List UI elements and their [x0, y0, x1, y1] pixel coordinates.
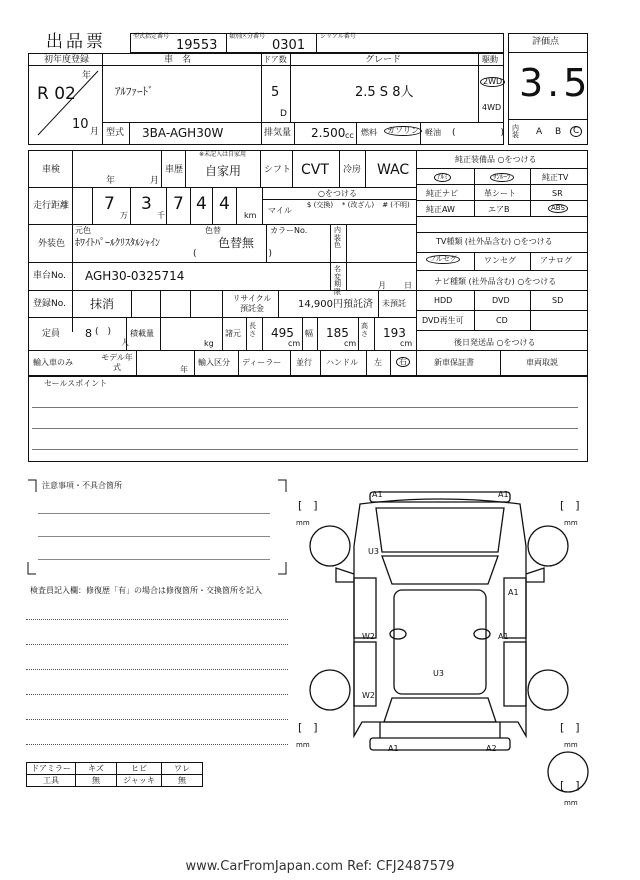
later-label: 後日発送品 ○をつける [454, 338, 536, 347]
tire-fl-bracket: [ ] [298, 499, 318, 512]
year-unit: 年 [82, 71, 92, 81]
doors-value: 5 [271, 85, 280, 100]
equip-nav: 純正ナビ [426, 189, 458, 198]
height-label: 高さ [361, 322, 368, 338]
tools-table [26, 762, 203, 787]
type-no-label: 型式指定番号 [133, 33, 170, 40]
mileage-circle-note: ○をつける [318, 189, 357, 198]
caution-label: 注意事項・不具合箇所 [42, 481, 122, 490]
interior-grade-a: A [536, 127, 543, 137]
opt-unknown: # (不明) [382, 201, 410, 209]
parallel-option: 並行 [296, 358, 312, 367]
diesel-bracket: ( ) [452, 128, 505, 138]
tire-rr-bracket: [ ] [560, 721, 580, 734]
shaken-month: 月 [150, 176, 160, 186]
spare-bracket: [ ] [560, 779, 580, 792]
drive-label: 駆動 [482, 55, 498, 64]
tv-analog: アナログ [540, 256, 572, 265]
tire-fr-mm: mm [564, 519, 578, 527]
mark-roof: U3 [433, 669, 444, 678]
recycle-value: 14,900円預託済 [298, 299, 373, 310]
interior-grade-c: C [570, 126, 582, 137]
mileage-digit-3: 7 [173, 194, 184, 214]
drive-alt: 4WD [482, 103, 502, 112]
month-unit: 月 [90, 127, 100, 137]
dealer-option: ディーラー [242, 358, 282, 367]
opt-mile: マイル [268, 206, 292, 215]
mark-rear-right: A2 [486, 744, 497, 753]
model-year-label: モデル年式 [101, 353, 133, 372]
equip-sunroof: ｻﾝﾙｰﾌ [490, 173, 514, 182]
tire-rl-mm: mm [296, 741, 310, 749]
ac-value: WAC [377, 162, 410, 178]
doors-label: ドア数 [263, 55, 287, 64]
tools-header-scratch: キズ [76, 763, 117, 775]
mileage-digit-2: 3 [141, 194, 152, 214]
opt-tamper: * (改ざん) [341, 201, 375, 209]
type-no: 19553 [176, 38, 218, 53]
person-unit: 人 [121, 338, 129, 347]
car-name: ｱﾙﾌｧｰﾄﾞ [115, 85, 154, 98]
man-unit: 万 [120, 211, 128, 220]
equip-sr: SR [552, 189, 563, 198]
mark-rear-bumper: A1 [388, 744, 399, 753]
first-reg-era: R 02 [37, 84, 76, 104]
model-value: 3BA-AGH30W [142, 126, 224, 140]
usage-note: ※未記入は自家用 [199, 151, 247, 158]
tools-header-mirror: ドアミラー [27, 763, 76, 775]
displacement-value: 2.500 [311, 126, 346, 140]
chassis-value: AGH30-0325714 [85, 269, 185, 283]
tools-header-crack: ヒビ [117, 763, 162, 775]
size-label: 諸元 [225, 329, 241, 338]
inspector-label: 検査員記入欄：修復歴「有」の場合は修復箇所・交換箇所を記入 [30, 586, 262, 595]
capacity-label: 定員 [42, 329, 61, 339]
name-label: 車 名 [164, 55, 192, 65]
nav-dvd-play: DVD再生可 [422, 316, 464, 325]
recycle-label: リサイクル預託金 [232, 294, 272, 313]
mark-right-front-door: A1 [508, 588, 519, 597]
capacity-value: 8 [85, 327, 92, 340]
model-label: 型式 [106, 128, 125, 138]
length-cm: cm [288, 339, 301, 348]
shift-label: シフト [264, 165, 292, 175]
nav-label: ナビ種類 (社外品含む) ○をつける [434, 277, 557, 286]
equip-alloy: ｱﾙﾐ [434, 173, 451, 182]
door-type: D [280, 109, 287, 119]
repaint-label: 色替 [205, 226, 221, 235]
caution-bracket [26, 478, 288, 578]
fuel-label: 燃料 [361, 128, 377, 137]
color-no-label: カラーNo. [270, 226, 308, 235]
shaken-label: 車検 [42, 165, 61, 175]
model-year-unit: 年 [180, 365, 188, 374]
car-damage-diagram [290, 486, 590, 816]
name-change-month: 月 [378, 281, 386, 290]
serial-label: シリアル番号 [320, 33, 356, 40]
load-label: 積載量 [130, 329, 154, 338]
import-type-label: 輸入区分 [198, 358, 230, 367]
equip-abs: ABS [548, 204, 568, 213]
repaint-bracket: ( ) [193, 249, 273, 259]
nav-cd: CD [496, 316, 508, 325]
sheet-title: 出品票 [46, 32, 106, 52]
equip-aw: 純正AW [426, 205, 455, 214]
handle-label: ハンドル [326, 358, 358, 367]
height-value: 193 [383, 326, 406, 340]
class-no-label: 類別区分番号 [229, 33, 266, 40]
mark-left-rear: W2 [362, 691, 375, 700]
recycle-no: 未預託 [382, 299, 406, 308]
tools-header-break: ワレ [162, 763, 203, 775]
chassis-label: 車台No. [33, 271, 66, 281]
equip-airbag: エアB [488, 205, 510, 214]
class-no: 0301 [272, 38, 306, 53]
tools-jack-label: ジャッキ [117, 775, 162, 787]
mark-front-right: A1 [498, 490, 509, 499]
mileage-label: 走行距離 [33, 201, 70, 211]
orig-color-label: 元色 [75, 226, 91, 235]
factory-equip-label: 純正装備品 ○をつける [455, 155, 537, 164]
height-cm: cm [400, 339, 413, 348]
nav-hdd: HDD [434, 296, 453, 305]
handle-left: 左 [374, 358, 382, 367]
mark-front-bumper: A1 [372, 490, 383, 499]
reg-value: 抹消 [90, 297, 115, 311]
usage-value: 自家用 [205, 164, 242, 178]
width-label: 幅 [305, 329, 313, 338]
displacement-label: 排気量 [264, 128, 292, 138]
later-warranty: 新車保証書 [434, 358, 474, 367]
later-manual: 車両取説 [526, 358, 558, 367]
name-change-day: 日 [404, 281, 412, 290]
color-value: ﾎﾜｲﾄﾊﾟｰﾙｸﾘｽﾀﾙｼｬｲﾝ [75, 238, 160, 249]
tv-oneseg: ワンセグ [484, 256, 516, 265]
interior-grade-b: B [555, 127, 562, 137]
opt-exchange: $ (交換) [306, 201, 334, 209]
length-value: 495 [271, 326, 294, 340]
length-label: 長さ [249, 322, 256, 338]
interior-color-label: 内装色 [334, 226, 341, 250]
first-reg-month: 10 [72, 117, 89, 132]
capacity-bracket: ( ) [95, 327, 112, 337]
usage-label: 車歴 [165, 165, 184, 175]
drive-value: 2WD [480, 77, 505, 87]
nav-sd: SD [552, 296, 564, 305]
tire-rr-mm: mm [564, 741, 578, 749]
ac-label: 冷房 [343, 165, 362, 175]
mileage-digit-1: 7 [104, 194, 115, 214]
nav-dvd: DVD [492, 296, 510, 305]
score-value: 3.5 [519, 61, 592, 105]
tv-label: TV種類 (社外品含む) ○をつける [436, 237, 553, 246]
km-unit: km [244, 211, 257, 220]
diesel-label: 軽油 [425, 128, 441, 137]
tv-fullseg: フルセグ [426, 255, 460, 264]
repaint-value: 色替無 [218, 236, 255, 250]
handle-right: 右 [396, 357, 410, 367]
mark-right-rear-door: A1 [498, 632, 509, 641]
tire-rl-bracket: [ ] [298, 721, 318, 734]
color-label: 外装色 [38, 239, 66, 249]
cc-unit: cc [345, 131, 354, 140]
interior-label: 内装 [512, 124, 519, 139]
shaken-year: 年 [106, 176, 116, 186]
fuel-value: ガソリン [384, 126, 422, 136]
name-change-label: 名変期限 [334, 265, 341, 297]
equip-leather: 革シート [484, 189, 516, 198]
watermark: www.CarFromJapan.com Ref: CFJ2487579 [185, 859, 455, 874]
mark-left-door: W2 [362, 632, 375, 641]
spare-mm: mm [564, 799, 578, 807]
first-reg-label: 初年度登録 [44, 55, 90, 65]
score-label: 評価点 [532, 37, 560, 47]
tire-fl-mm: mm [296, 519, 310, 527]
sales-point-label: セールスポイント [44, 379, 108, 388]
import-label: 輸入車のみ [33, 358, 73, 367]
tools-tool-label: 工具 [27, 775, 76, 787]
width-value: 185 [326, 326, 349, 340]
reg-label: 登録No. [33, 299, 66, 309]
width-cm: cm [344, 339, 357, 348]
sen-unit: 千 [157, 211, 165, 220]
grade-label: グレード [365, 55, 402, 65]
shift-value: CVT [301, 162, 329, 178]
tools-jack-value: 無 [162, 775, 203, 787]
mileage-digit-5: 4 [219, 194, 230, 214]
kg-unit: kg [204, 339, 214, 348]
tools-tool-value: 無 [76, 775, 117, 787]
equip-tv: 純正TV [542, 173, 569, 182]
mark-hood: U3 [368, 547, 379, 556]
grade-value: 2.5 S 8人 [355, 85, 414, 100]
mileage-digit-4: 4 [196, 194, 207, 214]
tire-fr-bracket: [ ] [560, 499, 580, 512]
